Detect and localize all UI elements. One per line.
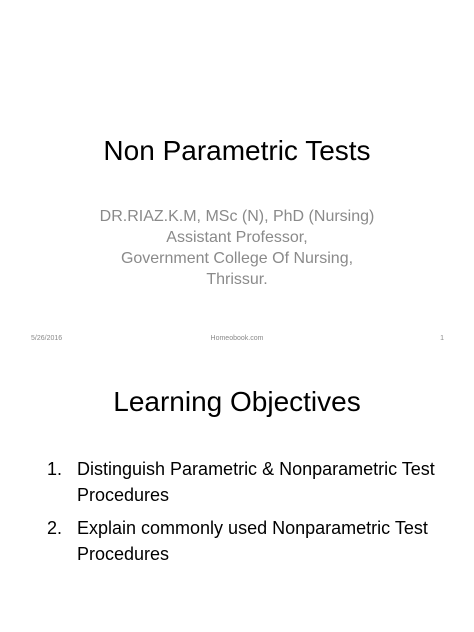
author-name: DR.RIAZ.K.M, MSc (N), PhD (Nursing) (99, 208, 375, 225)
author-position: Assistant Professor, (166, 229, 308, 246)
slide-title-heading: Non Parametric Tests (103, 135, 371, 166)
list-item-text: Distinguish Parametric & Nonparametric Test Procedures (77, 459, 435, 505)
author-institution: Government College Of Nursing, (120, 250, 354, 267)
objectives-heading: Learning Objectives (113, 386, 361, 417)
footer-page-number: 1 (440, 335, 444, 342)
list-item-text: Explain commonly used Nonparametric Test Procedures (77, 518, 428, 564)
author-block (0, 206, 474, 290)
list-item (47, 515, 447, 567)
list-item (47, 456, 447, 508)
list-item-number: 2. (47, 518, 63, 538)
footer-source: Homeobook.com (210, 335, 264, 342)
objectives-list (47, 456, 447, 574)
footer-date: 5/26/2016 (31, 335, 63, 342)
slide-learning-objectives (0, 352, 474, 632)
author-location: Thrissur. (206, 271, 268, 288)
list-item-number: 1. (47, 459, 63, 479)
